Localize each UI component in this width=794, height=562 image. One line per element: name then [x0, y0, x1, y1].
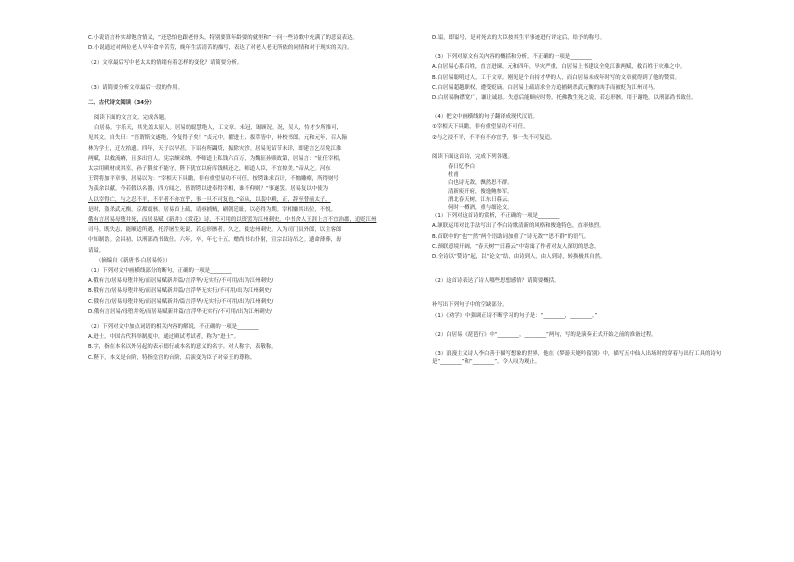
poem-line: 清新庾开府，俊逸鲍参军。	[448, 188, 513, 195]
passage-line: 为羡余以献。今若假以名器，四方闻之，皆谓锷以进奉得宰相，谁不仰则？”事遂罢。居易复以中使为	[88, 186, 328, 193]
option-d-novel: D.小说通过对两位老人早年食辛苦劳，晚年生活清苦的描写，表达了对老人老无所依的同情和对于现实的关注。	[88, 45, 353, 52]
poem-question-2-stem: （2）这首诗表达了诗人哪些思想感情？请简要概括。	[432, 278, 560, 285]
option-d: D.谥，即谥号，是对死去的大臣按其生平事迹进行评定后，给予的称号。	[432, 35, 605, 41]
passage-line: 林为学士，迁左拾遗。四年，天子以旱甚，下诏有所蠲贷，振除灾沴。居易见诏节未详，即建言乞尽免江淮	[88, 145, 342, 152]
fill-in-2: （2）白居易《琵琶行》中“________，________”两句，写的是演奏正式开始之前的准备过程。	[432, 331, 657, 338]
passage-line: 是时，盗杀武元衡，京都震骇。居易首上疏，请亟捕贼，刷朝廷耻，以必得为期。宰相嫌其出位，不悦。	[88, 206, 336, 213]
passage-instruction: 阅读下面的文言文，完成各题。	[94, 115, 170, 122]
question-1-stem: （1）下列对文中画横线部分的断句，正确的一项是________	[88, 268, 232, 275]
question-2-stem: （2）下列对文中加点词语的相关内容的解说，不正确的一项是________	[88, 324, 259, 331]
poem-line: 白也诗无敌，飘然思不群。	[448, 180, 513, 187]
passage-line-underlined: 俄有言居易母堕井死，而居易赋《新井》《赏花》诗，不可用的以资罢为江州刺史。中书舍人王涯上言不宜治郡，追贬江州	[88, 217, 377, 224]
poem-instruction: 阅读下面这首诗，完成下列各题。	[432, 153, 513, 160]
passage-line: 王锷将加平章事，居易以为：“宰相天下具瞻，非有重望显功不可任。按锷诛求百计，不恤雕瘵，所得财号	[88, 176, 339, 183]
passage-line: 太宗用殿材成其室，孙子猥贫不能守，陛下犹宜以府库钱赎还之，师道人臣，不宜掠美。”帝从之。河东	[88, 166, 331, 173]
question-3-novel: （3）请简要分析文章最后一段的作用。	[88, 84, 184, 91]
option-a: A.颔联运用对比手法写出了李白诗歌清新的风格和俊逸特色，直率热烈。	[432, 223, 605, 230]
poem-line: 渭北春天树，江东日暮云。	[448, 196, 513, 203]
option-b: B.白居易聪明过人，工于文章。刚见是个自持才华的人，而白居易未成年时写的文章就得到了他的赞赏。	[432, 74, 680, 81]
option-c: C.颈联意境开阔，“春天树”“日暮云”中寄寓了作者对友人深切的思念。	[432, 243, 600, 250]
option-c: C.白居易超越职权，遭受贬谪。白居易上疏请求全力追捕刺杀武元衡的凶手而被贬为江州司马。	[432, 84, 659, 91]
question-2-novel: （2）文章最后写中老太太的情绪有着怎样的变化？请简要分析。	[88, 60, 243, 67]
option-c: C.俄有言/居易母堕井死/而居易赋新井/篇言浮华/无实行/不可用/出为江州刺史/	[88, 298, 274, 305]
option-a: A.俄有言/居易母堕井死/而居易赋新井篇/言浮华/无实行/不可用/出为江州刺史/	[88, 278, 274, 285]
option-d: D.俄有言居易/母堕井死/而居易赋新井篇/言浮华无实行/不可用/出为江州刺史/	[88, 308, 272, 315]
passage-line: 见其文，自失曰：“吾谓斯文遂绝，今复得子矣！”贞元中，擢进士、拔萃皆中，补校书郎。元和元年，召入翰	[88, 135, 347, 142]
fill-in-instruction: 补写出下列句子中的空缺部分。	[432, 302, 508, 309]
passage-source: （摘编自《新唐书·白居易传》）	[96, 257, 171, 264]
poem-title: 春日忆李白	[448, 164, 475, 171]
fill-in-1: （1）《劝学》中强调正诗不断学习的句子是：“________，________。”	[432, 312, 598, 319]
translate-sentence-2: ②与之浸不平，不平有不亦宜乎，事一失不可复追。	[432, 134, 556, 141]
poem	[432, 163, 754, 212]
question-3-stem: （3）下列对原文有关内容的概括和分析，不正确的一项是________	[432, 54, 592, 61]
option-b: B.首联中的“也”“然”两个语助词加重了“诗无敌”“思不群”的语气。	[432, 233, 590, 240]
passage-line: 司马。既失志，能顺适所遇，托浮屠生死说，若忘形骸者。久之，徙忠州刺史。入为司门员外郎，以主客郎	[88, 227, 342, 234]
option-b: B.字，指在本名以外另起的表示德行或本名的意义的名字。对人称字，表敬称。	[88, 344, 277, 351]
option-b: B.俄有言/居易母堕井死/而居易赋新井篇/言浮华无实行/不可用/出为江州刺史/	[88, 288, 272, 295]
option-a: A.白居易心系百姓，直言进谏。元和四年，旱灾严重，白居易上书建议全免江淮两赋，救百姓于灾难之中。	[432, 64, 686, 71]
option-d: D.全诗以“赞诗”起，以“论文”结，由诗到人，由人到诗，转换极其自然。	[432, 254, 606, 261]
fill-in-3: （3）浪漫主义诗人李白善于描写想象的世界，他在《梦游天姥吟留别》中，描写五中仙人出场时的穿着与出行工具的诗句是“________”和“________”，令人叹为观止。	[432, 351, 722, 366]
section-heading-classical: 二、古代诗文阅读（34分）	[88, 99, 155, 106]
option-a: A.进士，中国古代科举制度中，通过殿试考试者，称为“进士”。	[88, 334, 240, 341]
poem-question-1-stem: （1）下列对这首诗的赏析，不正确的一项是________	[432, 213, 560, 220]
passage-line: 请谥。	[88, 247, 105, 254]
option-c-novel: C.小说语言朴实却饱含情义，“还恐怕也跟老骨头，特别要算年龄要的就里和”一问一些诗歌中充满了的悲哀表达。	[88, 35, 358, 41]
question-4-stem: （4）把文中画横线的句子翻译成现代汉语。	[432, 114, 538, 121]
poem-author: 杜甫	[448, 172, 459, 179]
passage-line: 白居易，字乐天，其先盖太原人。居易幼聪慧绝人，工文章。未冠，谒顾况。况，吴人，恃才少所推可，	[94, 125, 342, 132]
passage-line: 两赋，以救流瘠，且多出宫人。宪宗颇采纳。李师道上私钱六百万，为魏征孙赎故第，居易言：“征任宰相，	[88, 155, 345, 162]
translate-sentence-1: ①宰相天下具瞻，非有重望显功不可任。	[432, 124, 529, 131]
option-d: D.白居易胸襟宽广，谦让诚恳。失意后能顺应时势，托佛教生死之说，若忘形骸，用于谢绝，以刑部尚书致仕。	[432, 95, 697, 102]
poem-line: 何时一樽酒，重与细论文。	[448, 205, 513, 212]
option-c: C.陛下，本义是台阶，特指皇宫的台阶，后演变为臣子对帝王的尊称。	[88, 354, 256, 361]
passage-line-underlined: 人以宰得亡，与之忍不平，不平者不亦宜乎，事一旦不可复也。”帝从，以裴中殿，正，辞至替前太子。	[88, 196, 331, 203]
left-column	[88, 34, 408, 364]
passage-line: 中知制诰。会昌初，以刑部尚书致仕。六年，卒，年七十五，赠尚书右仆射，宣宗以诗吊之。遗命薄葬，毋	[88, 237, 342, 244]
right-column	[432, 34, 754, 368]
